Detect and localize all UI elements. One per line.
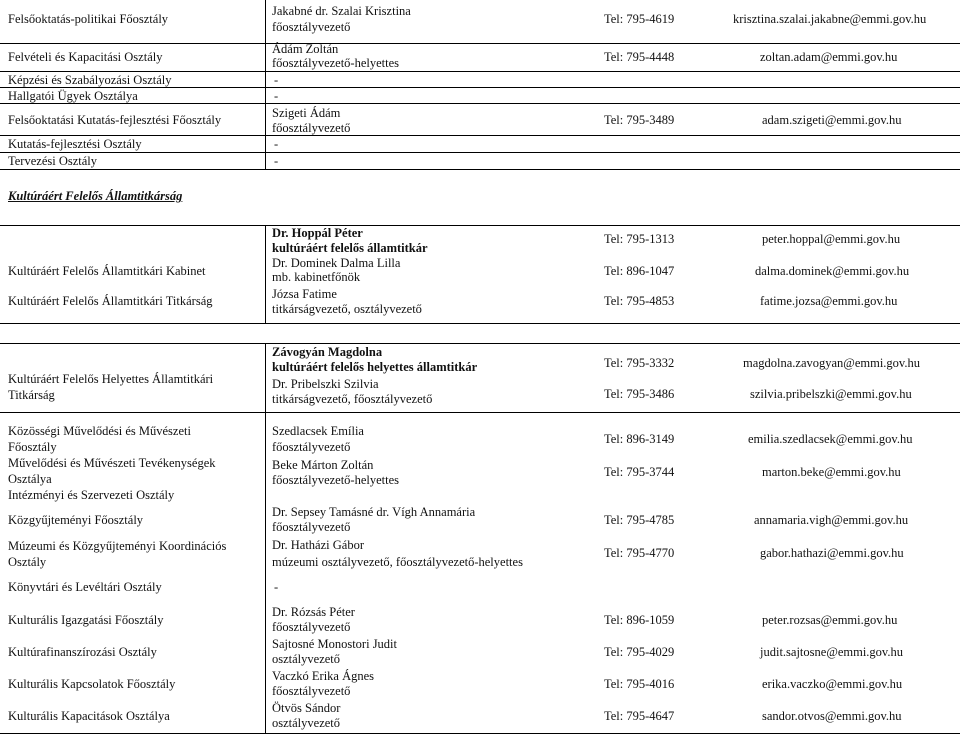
email-link[interactable]: szilvia.pribelszki@emmi.gov.hu	[750, 387, 912, 401]
email-link[interactable]: fatime.jozsa@emmi.gov.hu	[760, 294, 898, 308]
unit-label: Főosztály	[8, 440, 57, 454]
phone: Tel: 795-4785	[604, 513, 675, 527]
phone: Tel: 896-1047	[604, 264, 675, 278]
email-link[interactable]: gabor.hathazi@emmi.gov.hu	[760, 546, 904, 560]
empty-dash: -	[274, 580, 279, 594]
empty-dash: -	[274, 89, 279, 103]
phone: Tel: 896-1059	[604, 613, 675, 627]
person-name: Dr. Hatházi Gábor	[272, 538, 364, 552]
unit-label: Közösségi Művelődési és Művészeti	[8, 424, 191, 438]
phone: Tel: 795-4029	[604, 645, 675, 659]
person-title: főosztályvezető	[272, 520, 351, 534]
email-link[interactable]: adam.szigeti@emmi.gov.hu	[762, 113, 902, 127]
empty-dash: -	[274, 73, 279, 87]
person-name: Ötvös Sándor	[272, 701, 341, 715]
phone: Tel: 795-3489	[604, 113, 675, 127]
unit-label: Intézményi és Szervezeti Osztály	[8, 488, 175, 502]
person-name: Dr. Pribelszki Szilvia	[272, 377, 379, 391]
email-link[interactable]: annamaria.vigh@emmi.gov.hu	[754, 513, 909, 527]
email-link[interactable]: judit.sajtosne@emmi.gov.hu	[760, 645, 903, 659]
phone: Tel: 795-4016	[604, 677, 675, 691]
unit-label: Hallgatói Ügyek Osztálya	[8, 89, 138, 103]
phone: Tel: 896-3149	[604, 432, 675, 446]
person-title: főosztályvezető	[272, 20, 351, 34]
person-title: titkárságvezető, főosztályvezető	[272, 392, 433, 406]
person-name: Ádám Zoltán	[272, 42, 339, 56]
person-name: Szedlacsek Emília	[272, 424, 364, 438]
unit-label: Kultúráért Felelős Államtitkári Titkárság	[8, 294, 213, 308]
email-link[interactable]: krisztina.szalai.jakabne@emmi.gov.hu	[733, 12, 927, 26]
unit-label: Művelődési és Művészeti Tevékenységek	[8, 456, 216, 470]
person-name: Szigeti Ádám	[272, 106, 341, 120]
unit-label: Képzési és Szabályozási Osztály	[8, 73, 172, 87]
email-link[interactable]: sandor.otvos@emmi.gov.hu	[762, 709, 902, 723]
phone: Tel: 795-3332	[604, 356, 675, 370]
person-name: Dr. Dominek Dalma Lilla	[272, 256, 401, 270]
person-title: titkárságvezető, osztályvezető	[272, 302, 422, 316]
email-link[interactable]: erika.vaczko@emmi.gov.hu	[762, 677, 903, 691]
person-title: mb. kabinetfőnök	[272, 270, 361, 284]
email-link[interactable]: zoltan.adam@emmi.gov.hu	[760, 50, 898, 64]
phone: Tel: 795-3486	[604, 387, 675, 401]
phone: Tel: 795-4619	[604, 12, 675, 26]
person-name: Dr. Sepsey Tamásné dr. Vígh Annamária	[272, 505, 476, 519]
unit-label: Kultúráért Felelős Helyettes Államtitkári	[8, 372, 214, 386]
unit-label: Tervezési Osztály	[8, 154, 98, 168]
unit-label: Könyvtári és Levéltári Osztály	[8, 580, 162, 594]
person-name: Závogyán Magdolna	[272, 345, 383, 359]
person-title: osztályvezető	[272, 652, 341, 666]
unit-label: Kultúrafinanszírozási Osztály	[8, 645, 157, 659]
person-title: főosztályvezető	[272, 620, 351, 634]
email-link[interactable]: marton.beke@emmi.gov.hu	[762, 465, 901, 479]
unit-label: Felsőoktatás-politikai Főosztály	[8, 12, 169, 26]
person-title: főosztályvezető	[272, 440, 351, 454]
person-name: Dr. Rózsás Péter	[272, 605, 355, 619]
person-title: kultúráért felelős helyettes államtitkár	[272, 360, 478, 374]
email-link[interactable]: emilia.szedlacsek@emmi.gov.hu	[748, 432, 913, 446]
person-title: osztályvezető	[272, 716, 341, 730]
person-title: múzeumi osztályvezető, főosztályvezető-helyettes	[272, 555, 523, 569]
phone: Tel: 795-4770	[604, 546, 675, 560]
section-title: Kultúráért Felelős Államtitkárság	[8, 189, 183, 203]
empty-dash: -	[274, 137, 279, 151]
unit-label: Titkárság	[8, 388, 55, 402]
person-name: Beke Márton Zoltán	[272, 458, 374, 472]
unit-label: Kultúráért Felelős Államtitkári Kabinet	[8, 264, 206, 278]
phone: Tel: 795-4448	[604, 50, 675, 64]
unit-label: Osztálya	[8, 472, 52, 486]
person-name: Sajtosné Monostori Judit	[272, 637, 398, 651]
person-name: Dr. Hoppál Péter	[272, 226, 363, 240]
person-title: főosztályvezető	[272, 684, 351, 698]
email-link[interactable]: dalma.dominek@emmi.gov.hu	[755, 264, 910, 278]
email-link[interactable]: peter.rozsas@emmi.gov.hu	[762, 613, 898, 627]
person-name: Jakabné dr. Szalai Krisztina	[272, 4, 411, 18]
unit-label: Kulturális Kapcsolatok Főosztály	[8, 677, 176, 691]
person-name: Józsa Fatime	[272, 287, 337, 301]
email-link[interactable]: peter.hoppal@emmi.gov.hu	[762, 232, 901, 246]
unit-label: Kulturális Kapacitások Osztálya	[8, 709, 170, 723]
phone: Tel: 795-4853	[604, 294, 675, 308]
person-title: főosztályvezető-helyettes	[272, 56, 400, 70]
phone: Tel: 795-4647	[604, 709, 675, 723]
empty-dash: -	[274, 154, 279, 168]
unit-label: Osztály	[8, 555, 47, 569]
person-title: főosztályvezető-helyettes	[272, 473, 400, 487]
phone: Tel: 795-1313	[604, 232, 675, 246]
person-title: főosztályvezető	[272, 121, 351, 135]
unit-label: Kutatás-fejlesztési Osztály	[8, 137, 142, 151]
person-title: kultúráért felelős államtitkár	[272, 241, 428, 255]
unit-label: Kulturális Igazgatási Főosztály	[8, 613, 164, 627]
unit-label: Múzeumi és Közgyűjteményi Koordinációs	[8, 539, 227, 553]
unit-label: Felvételi és Kapacitási Osztály	[8, 50, 163, 64]
unit-label: Felsőoktatási Kutatás-fejlesztési Főosztály	[8, 113, 222, 127]
person-name: Vaczkó Erika Ágnes	[272, 669, 375, 683]
phone: Tel: 795-3744	[604, 465, 675, 479]
unit-label: Közgyűjteményi Főosztály	[8, 513, 144, 527]
email-link[interactable]: magdolna.zavogyan@emmi.gov.hu	[743, 356, 920, 370]
